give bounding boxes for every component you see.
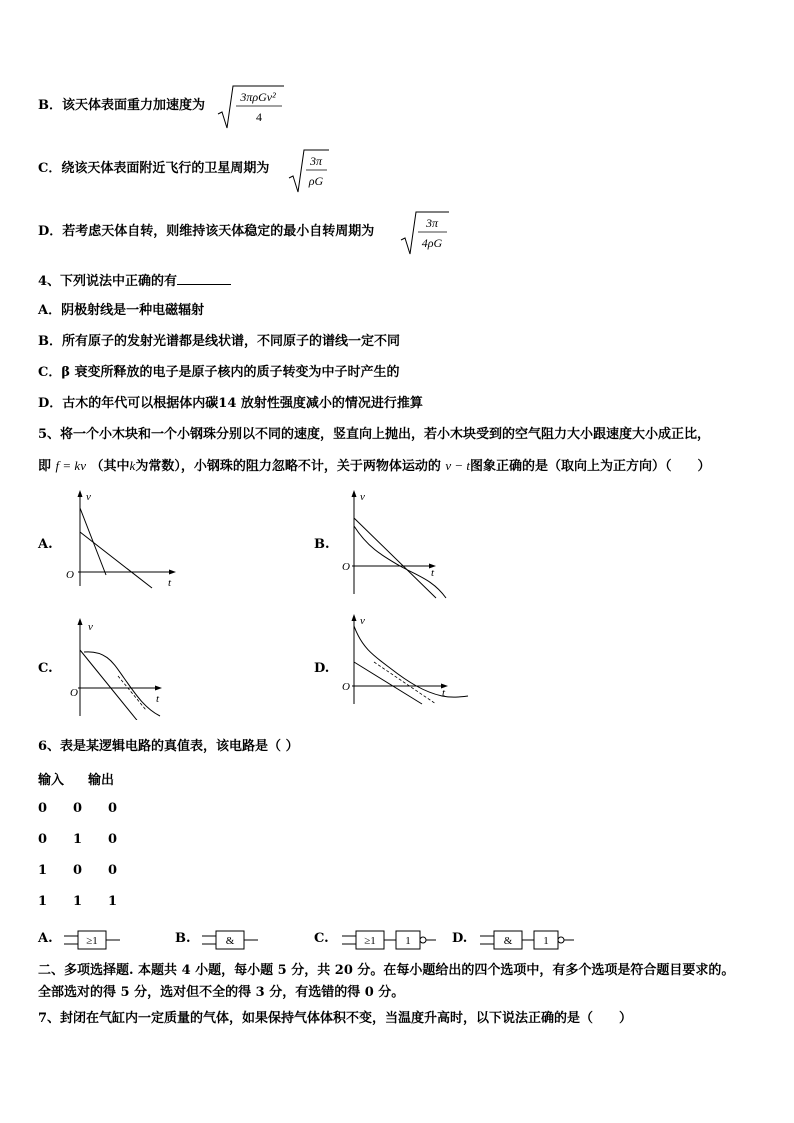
q3-option-c-formula <box>287 148 331 194</box>
truth-table-cell: 1 <box>38 863 48 878</box>
q5-stem-line1: 5、将一个小木块和一个小钢珠分别以不同的速度，竖直向上抛出，若小木块受到的空气阻力大小跟速度大小成正比， <box>38 427 711 442</box>
axis-t-label: t <box>156 693 160 705</box>
q3-option-d: D．若考虑天体自转，则维持该天体稳定的最小自转周期为 <box>38 224 375 239</box>
truth-table-cell: 0 <box>108 801 118 816</box>
truth-table-cell: 0 <box>108 832 118 847</box>
truth-table-header-output: 输出 <box>88 773 115 788</box>
q3-option-b: B．该天体表面重力加速度为 <box>38 98 205 113</box>
q7-stem: 7、封闭在气缸内一定质量的气体，如果保持气体体积不变，当温度升高时，以下说法正确的是（ ） <box>38 1011 633 1026</box>
truth-table-cell: 0 <box>108 863 118 878</box>
truth-table-cell: 0 <box>73 863 83 878</box>
origin-label: O <box>70 687 78 699</box>
formula-f-kv: f = kv <box>55 458 86 473</box>
formula-denominator: 4 <box>256 110 262 124</box>
origin-label: O <box>342 561 350 573</box>
svg-text:≥1: ≥1 <box>86 935 98 947</box>
q5-stem-line2: 即 f = kv （其中k为常数），小钢珠的阻力忽略不计，关于两物体运动的 v − t图象正确的是（取向上为正方向）（ ） <box>38 458 711 474</box>
formula-denominator: 4ρG <box>421 236 443 250</box>
axis-v-label: v <box>360 615 365 627</box>
section2-instructions-line2: 全部选对的得 5 分，选对但不全的得 3 分，有选错的得 0 分。 <box>38 985 405 1000</box>
origin-label: O <box>342 681 350 693</box>
q5-option-c-label: C. <box>38 661 53 676</box>
svg-text:&: & <box>503 935 513 947</box>
q5-graph-a <box>62 488 182 590</box>
formula-v-t: v − t <box>445 458 471 473</box>
q5-option-b-label: B. <box>314 537 330 552</box>
axis-v-label: v <box>86 491 91 503</box>
truth-table-cell: 0 <box>38 801 48 816</box>
svg-text:≥1: ≥1 <box>364 935 376 947</box>
q6-stem: 6、表是某逻辑电路的真值表，该电路是（ ） <box>38 739 299 754</box>
truth-table-cell: 1 <box>73 832 83 847</box>
q4-option-b: B．所有原子的发射光谱都是线状谱，不同原子的谱线一定不同 <box>38 334 400 349</box>
q3-option-c: C．绕该天体表面附近飞行的卫星周期为 <box>38 161 270 176</box>
origin-label: O <box>66 569 74 581</box>
formula-numerator: 3π <box>309 154 323 168</box>
truth-table-cell: 0 <box>38 832 48 847</box>
axis-t-label: t <box>431 567 435 579</box>
svg-text:&: & <box>225 935 235 947</box>
q4-option-c: C．β 衰变所释放的电子是原子核内的质子转变为中子时产生的 <box>38 365 400 380</box>
q6-option-c-label: C. <box>314 931 329 946</box>
q6-option-a-label: A. <box>38 931 53 946</box>
q3-option-d-formula <box>399 210 451 256</box>
truth-table-cell: 0 <box>73 801 83 816</box>
section2-instructions-line1: 二、多项选择题. 本题共 4 小题，每小题 5 分，共 20 分。在每小题给出的四个选项中，有多个选项是符合题目要求的。 <box>38 963 735 978</box>
formula-numerator: 3π <box>425 216 439 230</box>
formula-numerator: 3πρGv² <box>240 90 276 104</box>
truth-table-cell: 1 <box>38 894 48 909</box>
svg-text:1: 1 <box>543 935 549 947</box>
q5-option-d-label: D. <box>314 661 330 676</box>
q6-and-gate-symbol <box>200 929 262 951</box>
q5-option-a-label: A. <box>38 537 53 552</box>
q4-stem: 4、下列说法中正确的有 <box>38 272 231 291</box>
svg-text:1: 1 <box>405 935 411 947</box>
axis-v-label: v <box>360 491 365 503</box>
q6-or-gate-symbol <box>62 929 124 951</box>
q5-graph-d <box>338 612 472 706</box>
q6-nand-gate-symbol <box>478 929 578 951</box>
q4-option-d: D．古木的年代可以根据体内碳14 放射性强度减小的情况进行推算 <box>38 396 423 411</box>
answer-blank <box>177 272 231 285</box>
axis-t-label: t <box>442 687 446 699</box>
truth-table-cell: 1 <box>73 894 83 909</box>
axis-t-label: t <box>168 577 172 589</box>
q6-option-b-label: B. <box>175 931 191 946</box>
q6-nor-gate-symbol <box>340 929 440 951</box>
q3-option-b-formula <box>216 84 286 130</box>
truth-table-cell: 1 <box>108 894 118 909</box>
axis-v-label: v <box>88 621 93 633</box>
truth-table-header-input: 输入 <box>38 773 65 788</box>
q4-option-a: A．阴极射线是一种电磁辐射 <box>38 303 205 318</box>
q5-graph-c <box>62 616 186 720</box>
q6-option-d-label: D. <box>452 931 468 946</box>
formula-denominator: ρG <box>308 174 324 188</box>
q5-graph-b <box>338 488 460 600</box>
